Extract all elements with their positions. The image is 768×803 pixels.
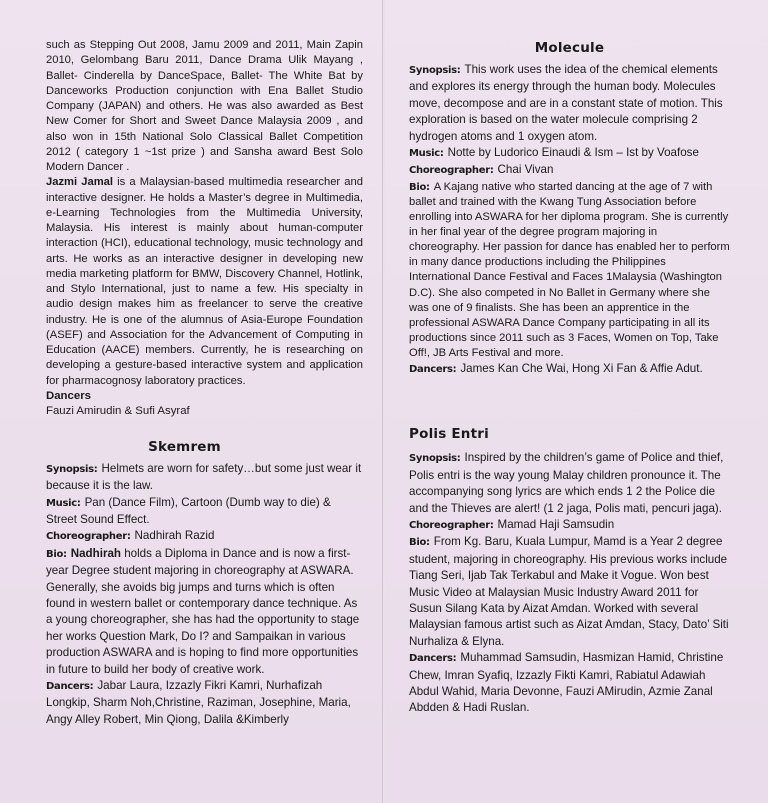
bio-label: Bio: — [409, 537, 430, 549]
synopsis-label: Synopsis: — [46, 463, 98, 475]
synopsis-text: Inspired by the children’s game of Police and thief, Polis entri is the way young Malay children pronounce it. The accompanying song lyrics are which ends 1 2 the Police die and the Thieves are alert! (1 2 jaga, Polis mati, pencuri jaga). — [409, 451, 724, 515]
skemrem-music — [46, 495, 363, 529]
molecule-dancers — [409, 361, 730, 378]
molecule-music — [409, 145, 730, 162]
synopsis-text: This work uses the idea of the chemical elements and explores its energy through the human body. Molecules move, decompose and are in a constant state of motion. This exploration is based on the water molecule comprising 2 hydrogen atoms and 1 oxygen atom. — [409, 63, 723, 143]
dancers-label: Dancers: — [409, 653, 457, 665]
choreographer-label: Choreographer: — [409, 520, 494, 531]
dancers-label: Dancers: — [46, 681, 94, 693]
polis-entri-title: Polis Entri — [409, 426, 489, 443]
music-label: Music: — [409, 148, 444, 160]
left-page — [0, 0, 383, 803]
right-page — [385, 0, 768, 803]
bio-text: holds a Diploma in Dance and is now a first-year Degree student majoring in choreography at ASWARA. Generally, she avoids big jumps and turns which is often found in western ballet or contemporary dance technique. As a young choreographer, she has had the opportunity to stage her works Question Mark, Do I? and Sampaikan in various production ASWARA and is hoping to find more opportunities in future to build her body of creative work. — [46, 546, 360, 676]
synopsis-label: Synopsis: — [409, 65, 461, 76]
polis-synopsis — [409, 450, 730, 517]
jazmi-bio-text: is a Malaysian-based multimedia researcher and interactive designer. He holds a Master’s degree in Multimedia, e-Learning Technologies from the Multimedia University, Malaysia. His interest is mainly about human-computer interaction (HCI), educational technology, music technology and arts. He works as an interactive designer in developing new media marketing platform for BMW, Discovery Channel, Hotlink, and Stylo International, just to name a few. His specialty in audio design makes him as freelancer to serve the creative industry. He is one of the alumnus of Asia-Europe Foundation (ASEF) and Association for the Advancement of Computing in Education (AACE) members. Currently, he is researching on developing a gesture-based interactive system and application for pharmacognosy laboratory practices. — [46, 176, 363, 387]
dancers-text: Muhammad Samsudin, Hasmizan Hamid, Christine Chew, Imran Syafiq, Izzazly Fikti Kamri, Rabiatul Adawiah Abdul Wahid, Maria Devonne, Fauzi AMirudin, Azmie Zanal Abdden & Hadi Ruslan. — [409, 651, 724, 715]
dancers-text: Jabar Laura, Izzazly Fikri Kamri, Nurhafizah Longkip, Sharm Noh,Christine, Raziman, Josephine, Maria, Angy Alley Robert, Min Qiong, Dalila &Kimberly — [46, 679, 351, 726]
dancers-text: James Kan Che Wai, Hong Xi Fan & Affie Adut. — [460, 361, 703, 375]
skemrem-choreographer — [46, 528, 363, 545]
choreographer-name: Nadhirah Razid — [134, 529, 215, 543]
polis-bio — [409, 534, 730, 650]
music-text: Pan (Dance Film), Cartoon (Dumb way to die) & Street Sound Effect. — [46, 495, 331, 526]
previous-bio-continuation: such as Stepping Out 2008, Jamu 2009 and 2011, Main Zapin 2010, Gelombang Baru 2011, Dance Drama Ulik Mayang , Ballet- Cinderella by DanceSpace, Ballet- The White Bat by Danceworks Production conjunction with Ena Ballet Studio Company (JAPAN) and others. He was also awarded as Best New Comer for Short and Sweet Dance Malaysia 2009 , and also won in 15th National Solo Classical Ballet Competition 2012 ( category 1 ~1st prize ) and Sansha award Best Solo Modern Dancer . — [46, 39, 363, 173]
molecule-bio — [409, 180, 730, 361]
choreographer-name: Mamad Haji Samsudin — [497, 518, 615, 531]
music-label: Music: — [46, 497, 81, 509]
choreographer-label: Choreographer: — [409, 165, 494, 177]
jazmi-bio — [46, 175, 363, 389]
choreographer-label: Choreographer: — [46, 531, 131, 543]
skemrem-title: Skemrem — [148, 438, 221, 455]
molecule-title: Molecule — [534, 40, 605, 56]
bio-name: Nadhirah — [70, 546, 121, 560]
bio-label: Bio: — [409, 181, 430, 193]
synopsis-label: Synopsis: — [409, 453, 461, 465]
synopsis-text: Helmets are worn for safety…but some just wear it because it is the law. — [46, 461, 362, 493]
molecule-choreographer — [409, 162, 730, 179]
molecule-synopsis — [409, 62, 730, 145]
jazmi-name: Jazmi Jamal — [46, 176, 113, 189]
bio-text: A Kajang native who started dancing at the age of 7 with ballet and trained with the Kwang Tung Association before enrolling into ASWARA for her diploma program. She is currently in her final year of the degree program majoring in choreography. Her passion for dance has enabled her to perform in many dance productions including the Philippines International Dance Festival and Faces 1Malaysia (Washington D.C). She also competed in No Ballet in Germany where she was one of 9 finalists. She has been an apprentice in the professional ASWARA Dance Company participating in all its productions since 2011 such as 3 Faces, Women on Top, Take Off!, JB Arts Festival and more. — [409, 180, 730, 359]
dancers-label: Dancers: — [409, 363, 457, 375]
choreographer-name: Chai Vivan — [497, 163, 554, 177]
dancers-names: Fauzi Amirudin & Sufi Asyraf — [46, 404, 190, 417]
polis-dancers — [409, 650, 730, 717]
music-text: Notte by Ludorico Einaudi & Ism – Ist by Voafose — [447, 146, 699, 160]
skemrem-synopsis — [46, 461, 363, 495]
skemrem-dancers — [46, 678, 363, 728]
bio-text: From Kg. Baru, Kuala Lumpur, Mamd is a Year 2 degree student, majoring in choreography. His previous works include Tiang Seri, Ijab Tak Terkabul and Make it Vogue. Won best Music Video at Malaysian Music Industry Award 2011 for Susun Silang Kata by Aizat Amdan. Worked with several Malaysian famous artist such as Aizat Amdan, Stacy, Dato’ Siti Nurhaliza & Elyna. — [409, 535, 729, 648]
skemrem-bio — [46, 546, 363, 678]
dancers-heading: Dancers — [46, 389, 91, 402]
bio-label: Bio: — [46, 548, 67, 560]
polis-choreographer — [409, 517, 730, 534]
